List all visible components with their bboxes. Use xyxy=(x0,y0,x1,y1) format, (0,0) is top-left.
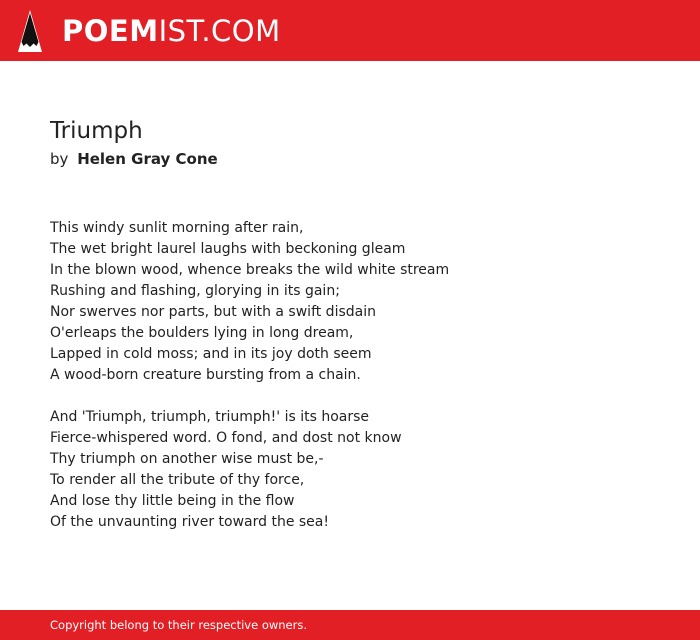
poem-line: O'erleaps the boulders lying in long dream, xyxy=(50,325,354,341)
poem-line: The wet bright laurel laughs with beckoning gleam xyxy=(50,241,406,257)
poem-line: This windy sunlit morning after rain, xyxy=(50,220,304,236)
site-logo-link[interactable] xyxy=(18,10,281,52)
logo-text-bold: POEM xyxy=(62,14,159,48)
byline-label: by xyxy=(50,150,69,168)
poem-line: Fierce-whispered word. O fond, and dost not know xyxy=(50,430,402,446)
poem-line: Thy triumph on another wise must be,- xyxy=(50,451,324,467)
footer-copyright: Copyright belong to their respective owners. xyxy=(50,618,308,632)
pencil-icon xyxy=(18,10,42,52)
poem-line: A wood-born creature bursting from a chain. xyxy=(50,367,361,383)
poem-stanza xyxy=(50,218,670,386)
site-header xyxy=(0,0,700,61)
poem-byline xyxy=(50,148,218,170)
poem-author: Helen Gray Cone xyxy=(77,150,218,168)
site-logo-text xyxy=(62,10,281,52)
poem-line: Rushing and flashing, glorying in its gain; xyxy=(50,283,340,299)
poem-stanza xyxy=(50,407,670,533)
poem-line: Of the unvaunting river toward the sea! xyxy=(50,514,329,530)
poem-line: Nor swerves nor parts, but with a swift disdain xyxy=(50,304,376,320)
site-footer xyxy=(0,610,700,640)
poem-line: In the blown wood, whence breaks the wild white stream xyxy=(50,262,450,278)
poem-title: Triumph xyxy=(50,118,143,144)
poem-body xyxy=(50,218,670,554)
logo-text-light: IST.COM xyxy=(158,14,281,48)
poem-line: And 'Triumph, triumph, triumph!' is its hoarse xyxy=(50,409,370,425)
poem-line: Lapped in cold moss; and in its joy doth seem xyxy=(50,346,372,362)
poem-line: To render all the tribute of thy force, xyxy=(50,472,305,488)
poem-line: And lose thy little being in the flow xyxy=(50,493,295,509)
